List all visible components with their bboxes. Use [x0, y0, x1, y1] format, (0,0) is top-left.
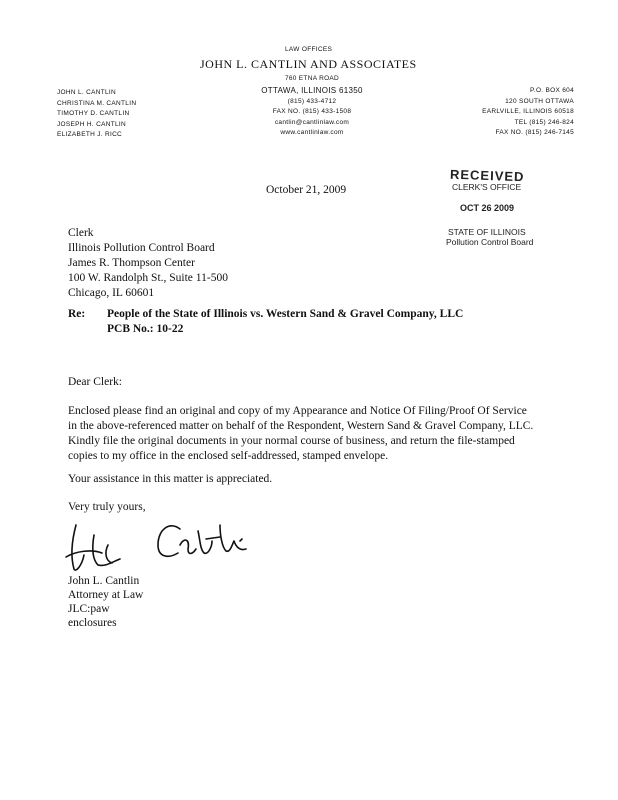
- enclosures-note: enclosures: [68, 617, 117, 629]
- address-line: James R. Thompson Center: [68, 257, 195, 269]
- attorney-name: CHRISTINA M. CANTLIN: [57, 99, 137, 107]
- handwritten-signature: [62, 515, 272, 577]
- closing: Very truly yours,: [68, 501, 146, 513]
- office-line: cantlin@cantlinlaw.com: [274, 118, 350, 126]
- salutation: Dear Clerk:: [68, 376, 122, 388]
- address-line: Illinois Pollution Control Board: [68, 242, 215, 254]
- office-line: (815) 433-4712: [287, 97, 337, 105]
- office-line: 120 SOUTH OTTAWA: [505, 97, 574, 105]
- signer-title: Attorney at Law: [68, 589, 144, 601]
- letterhead-header: LAW OFFICES: [285, 46, 333, 53]
- earlville-office: [444, 86, 574, 139]
- received-stamp-state: STATE OF ILLINOIS: [448, 227, 526, 237]
- office-line: EARLVILLE, ILLINOIS 60518: [482, 108, 574, 115]
- office-line: P.O. BOX 604: [530, 87, 574, 94]
- signature-block: [68, 574, 143, 630]
- address-line: Chicago, IL 60601: [68, 287, 155, 299]
- office-line: FAX NO. (815) 246-7145: [495, 129, 574, 136]
- address-line: 100 W. Randolph St., Suite 11-500: [68, 272, 228, 284]
- attorney-name: JOSEPH H. CANTLIN: [57, 120, 127, 128]
- ottawa-office: [252, 74, 372, 139]
- body-paragraph: Enclosed please find an original and copy of my Appearance and Notice Of Filing/Proof Of Service in the above-referenced matter on behalf of the Respondent, Western Sand & Gravel Company, LLC. Kindly file the original documents in your normal course of business, and return the file-stamped copies to my office in the enclosed self-addressed, stamped envelope.: [68, 405, 534, 462]
- received-stamp-title: RECEIVED: [449, 166, 525, 185]
- re-pcb-number: PCB No.: 10-22: [107, 323, 184, 335]
- office-line: 760 ETNA ROAD: [284, 75, 340, 82]
- reference-initials: JLC:paw: [68, 603, 110, 615]
- office-line: www.cantlinlaw.com: [280, 129, 344, 136]
- attorney-name: ELIZABETH J. RICC: [57, 131, 123, 138]
- signer-name: John L. Cantlin: [68, 575, 140, 587]
- attorney-list: [57, 88, 136, 141]
- attorney-name: JOHN L. CANTLIN: [57, 89, 117, 96]
- received-stamp-date: OCT 26 2009: [460, 203, 515, 213]
- attorney-name: TIMOTHY D. CANTLIN: [57, 110, 130, 117]
- office-line: TEL (815) 246-824: [514, 118, 574, 126]
- received-stamp-office: CLERK'S OFFICE: [452, 182, 522, 192]
- office-line: FAX NO. (815) 433-1508: [272, 108, 352, 115]
- office-line: OTTAWA, ILLINOIS 61350: [261, 85, 363, 95]
- recipient-address: [68, 226, 228, 301]
- firm-name: JOHN L. CANTLIN AND ASSOCIATES: [200, 57, 417, 71]
- letter-date: October 21, 2009: [266, 184, 347, 196]
- received-stamp-board: Pollution Control Board: [446, 237, 534, 247]
- re-case-title: People of the State of Illinois vs. Western Sand & Gravel Company, LLC: [107, 308, 464, 320]
- re-label: Re:: [68, 308, 86, 320]
- address-line: Clerk: [68, 227, 94, 239]
- body-paragraph: Your assistance in this matter is appreciated.: [68, 473, 273, 485]
